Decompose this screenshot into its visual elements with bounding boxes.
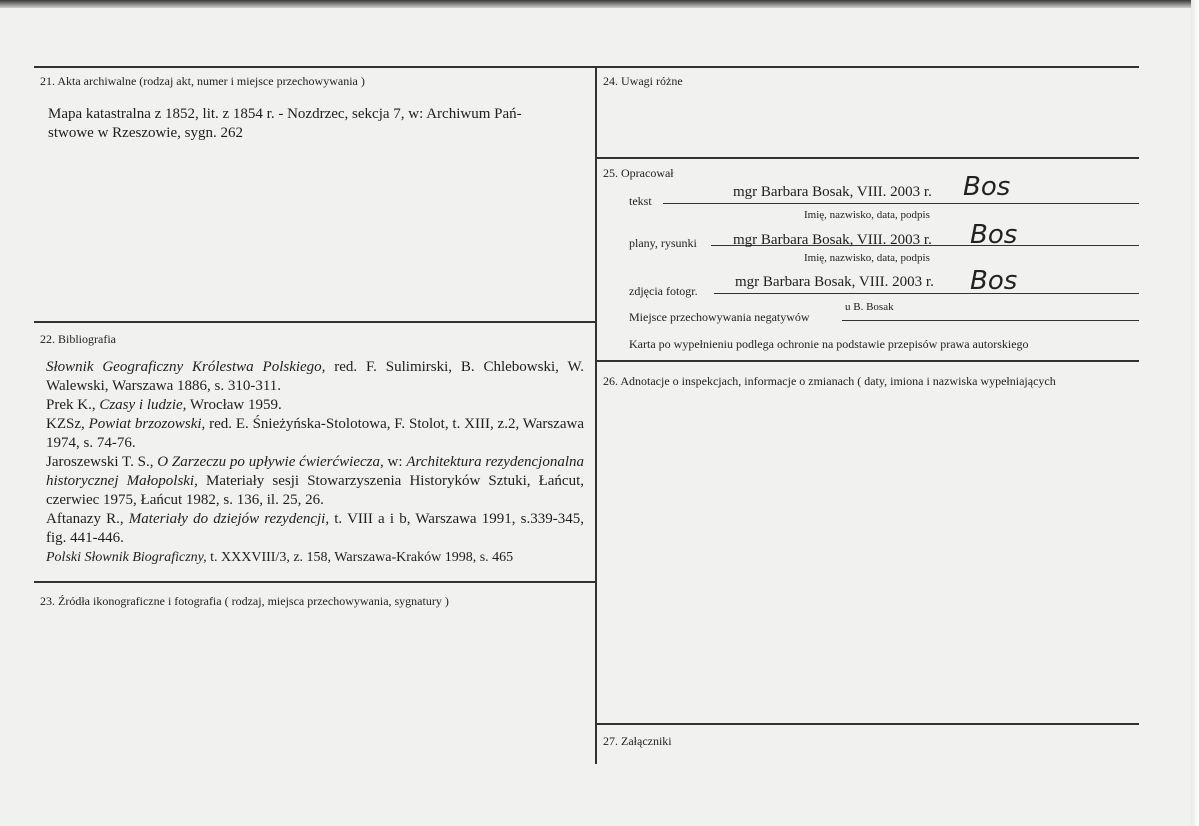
section-25-title: 25. Opracował [603, 166, 674, 180]
section-24-title: 24. Uwagi różne [603, 74, 683, 88]
plans-author-label: plany, rysunki [629, 236, 697, 250]
text-author-value: mgr Barbara Bosak, VIII. 2003 r. [733, 184, 932, 200]
text-author-caption: Imię, nazwisko, data, podpis [804, 209, 930, 221]
entry-author: Aftanazy R., [46, 511, 129, 527]
section-21-line-1: Mapa katastralna z 1852, lit. z 1854 r. - Nozdrzec, sekcja 7, w: Archiwum Pań- [48, 106, 522, 122]
photos-author-line [714, 293, 1139, 294]
entry-text: red. E. Śnieżyńska-Stolotowa, F. Stolot, t. XIII, z.2, Warszawa 1974, s. 74-76. [46, 416, 584, 451]
entry-title: Słownik Geograficzny Królestwa Polskiego, [46, 359, 326, 375]
column-divider [595, 66, 597, 764]
photos-author-value: mgr Barbara Bosak, VIII. 2003 r. [735, 274, 934, 290]
entry-title: Materiały do dziejów rezydencji, [128, 511, 330, 527]
divider-26-27 [596, 723, 1139, 725]
copyright-note: Karta po wypełnieniu podlega ochronie na podstawie przepisów prawa autorskiego [629, 337, 1029, 351]
text-author-label: tekst [629, 194, 652, 208]
section-22-title: 22. Bibliografia [40, 332, 116, 346]
section-23-title: 23. Źródła ikonograficzne i fotografia ( rodzaj, miejsca przechowywania, sygnatury ) [40, 594, 449, 608]
text-author-signature: Bos [963, 172, 1011, 202]
photos-author-label: zdjęcia fotogr. [629, 284, 698, 298]
entry-title: Powiat brzozowski, [88, 416, 206, 432]
divider-24-25 [596, 157, 1139, 159]
bibliography-entry [46, 548, 584, 567]
bibliography-entry [46, 510, 584, 548]
scan-shadow-top [0, 0, 1199, 8]
entry-title: Polski Słownik Biograficzny, [46, 550, 207, 565]
section-27-title: 27. Załączniki [603, 734, 672, 748]
plans-author-value: mgr Barbara Bosak, VIII. 2003 r. [733, 232, 932, 248]
divider-22-23 [34, 581, 596, 583]
bibliography-entry [46, 396, 584, 415]
entry-subtitle: Architektura rezydencjonalna historycznej Małopolski, [46, 454, 585, 489]
negatives-value: u B. Bosak [845, 301, 894, 313]
text-author-line [663, 203, 1139, 204]
top-border [34, 66, 1139, 68]
entry-author: Prek K., [46, 397, 100, 413]
entry-text: Materiały sesji Stowarzyszenia Historyków Sztuki, Łańcut, czerwiec 1975, Łańcut 1982, s. 136, il. 25, 26. [46, 473, 585, 508]
section-21-title: 21. Akta archiwalne (rodzaj akt, numer i miejsce przechowywania ) [40, 74, 365, 88]
entry-title: O Zarzeczu po upływie ćwierćwiecza, [157, 454, 384, 470]
bibliography-entry [46, 358, 584, 396]
negatives-line [842, 320, 1139, 321]
photos-author-signature: Bos [970, 266, 1018, 296]
negatives-label: Miejsce przechowywania negatywów [629, 310, 810, 324]
entry-author: Jaroszewski T. S., [46, 454, 158, 470]
entry-text: Wrocław 1959. [186, 397, 282, 413]
divider-21-22 [34, 321, 596, 323]
bibliography-entry [46, 415, 584, 453]
entry-text: t. XXXVIII/3, z. 158, Warszawa-Kraków 1998, s. 465 [206, 550, 514, 565]
entry-author: KZSz, [46, 416, 89, 432]
bibliography-entry [46, 453, 584, 510]
plans-author-caption: Imię, nazwisko, data, podpis [804, 252, 930, 264]
scan-edge-right [1191, 0, 1199, 826]
entry-title: Czasy i ludzie, [99, 397, 187, 413]
section-26-title: 26. Adnotacje o inspekcjach, informacje o zmianach ( daty, imiona i nazwiska wypełniających [603, 374, 1056, 388]
plans-author-signature: Bos [970, 220, 1018, 250]
entry-text: w: [383, 454, 407, 470]
section-21-line-2: stwowe w Rzeszowie, sygn. 262 [48, 125, 243, 141]
entry-text: t. VIII a i b, Warszawa 1991, s.339-345, fig. 441-446. [46, 511, 584, 546]
bibliography-list [46, 358, 584, 567]
divider-25-26 [596, 360, 1139, 362]
entry-text: red. F. Sulimirski, B. Chlebowski, W. Walewski, Warszawa 1886, s. 310-311. [46, 359, 584, 394]
